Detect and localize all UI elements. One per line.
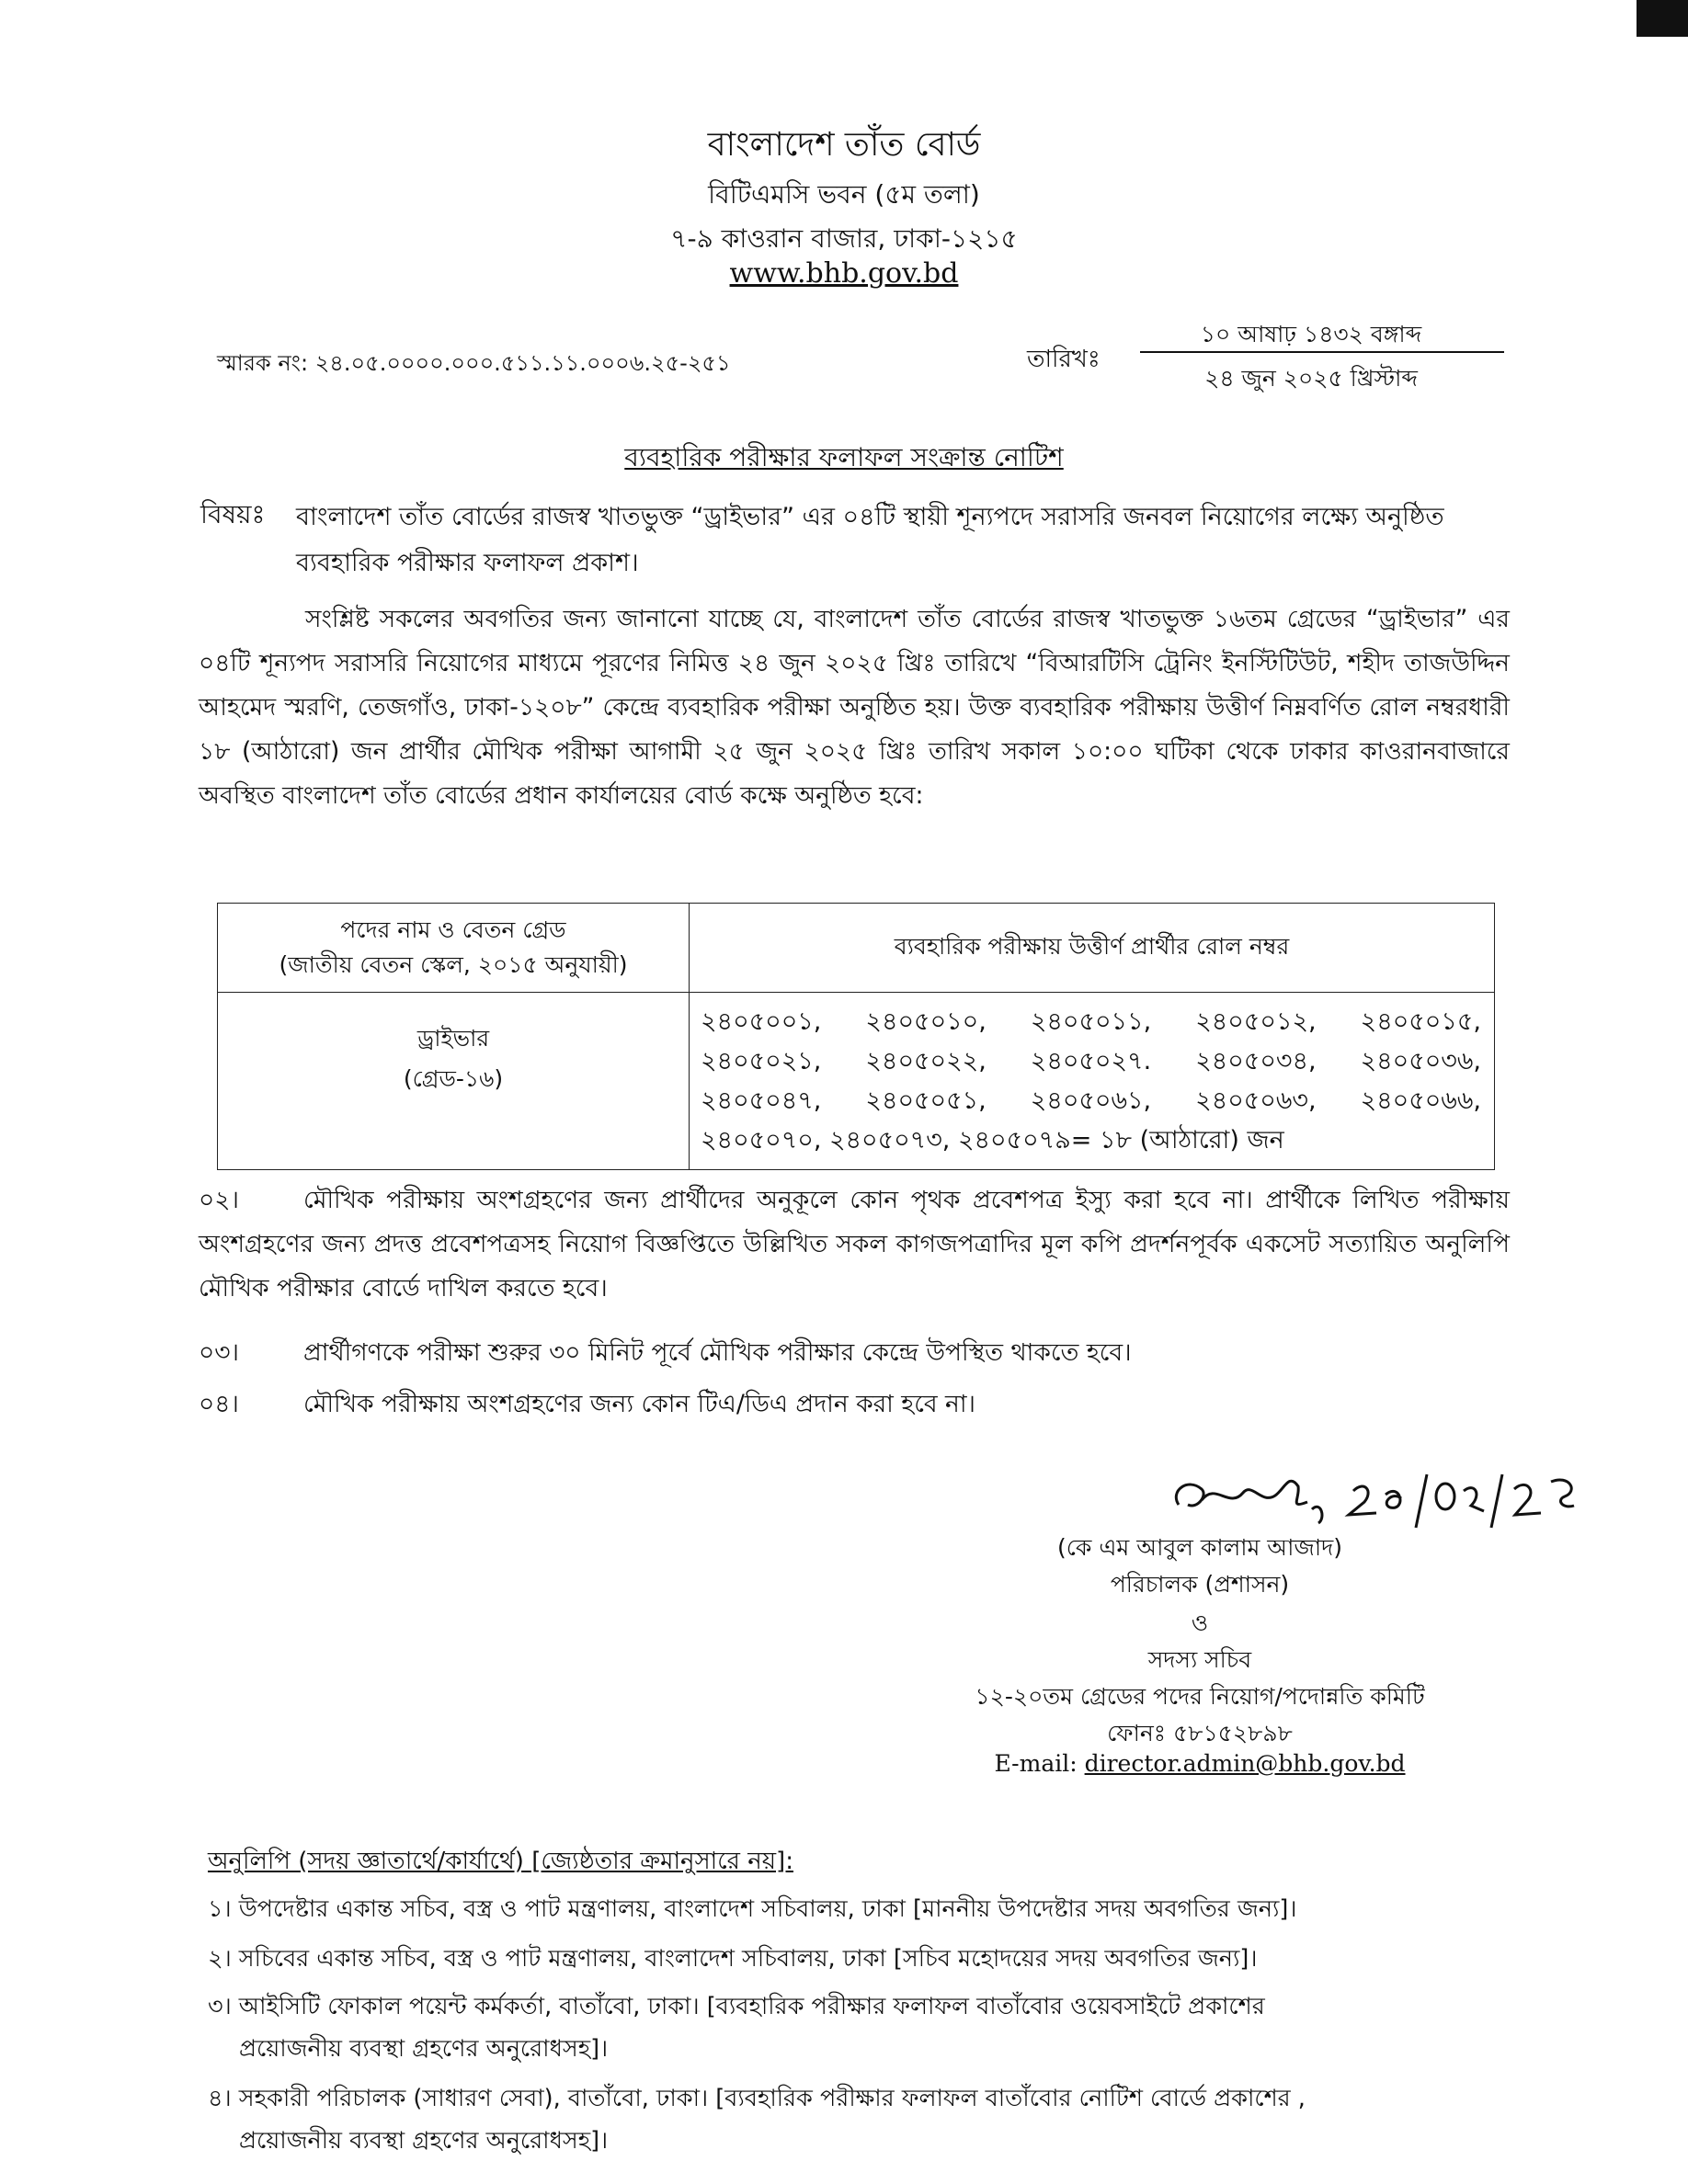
roll-number: ২৪০৫০৩৪,	[1195, 1047, 1317, 1075]
post-grade-header-line2: (জাতীয় বেতন স্কেল, ২০১৫ অনুযায়ী)	[279, 951, 628, 978]
website-link[interactable]: www.bhb.gov.bd	[729, 257, 959, 290]
scan-corner-mark	[1637, 0, 1688, 37]
memo-number: স্মারক নং: ২৪.০৫.০০০০.০০০.৫১১.১১.০০০৬.২৫-২৫১	[217, 350, 731, 376]
email-label: E-mail:	[994, 1750, 1078, 1777]
roll-number: ২৪০৫০৫১,	[865, 1086, 987, 1115]
table-row	[218, 993, 1495, 1170]
signatory-role: সদস্য সচিব	[1147, 1646, 1252, 1673]
subject-text: বাংলাদেশ তাঁত বোর্ডের রাজস্ব খাতভুক্ত “ড্রাইভার” এর ০৪টি স্থায়ী শূন্যপদে সরাসরি জনবল নিয়োগের লক্ষ্যে অনুষ্ঠিত ব্যবহারিক পরীক্ষার ফলাফল প্রকাশ।	[296, 503, 1444, 577]
post-grade-header-line1: পদের নাম ও বেতন গ্রেড	[340, 916, 566, 943]
roll-number: ২৪০৫০৪৭,	[701, 1086, 822, 1115]
copy-item	[208, 1985, 1513, 2070]
signatory-phone: ফোনঃ ৫৮১৫২৮৯৮	[1107, 1720, 1293, 1746]
roll-number: ২৪০৫০৩৬,	[1360, 1047, 1481, 1075]
copy-item-line: প্রয়োজনীয় ব্যবস্থা গ্রহণের অনুরোধসহ]।	[239, 2127, 609, 2155]
roll-number: ২৪০৫০১৫,	[1360, 1007, 1481, 1036]
copy-item-line: ২। সচিবের একান্ত সচিব, বস্ত্র ও পাট মন্ত্রণালয়, বাংলাদেশ সচিবালয়, ঢাকা [সচিব মহোদয়ের সদয় অবগতির জন্য]।	[208, 1945, 1258, 1973]
roll-number: ২৪০৫০০১,	[701, 1007, 822, 1036]
item-text: প্রার্থীগণকে পরীক্ষা শুরুর ৩০ মিনিট পূর্বে মৌখিক পরীক্ষার কেন্দ্রে উপস্থিত থাকতে হবে।	[303, 1338, 1132, 1367]
org-address: ৭-৯ কাওরান বাজার, ঢাকা-১২১৫	[670, 223, 1018, 254]
roll-row	[701, 1041, 1481, 1081]
post-grade: (গ্রেড-১৬)	[403, 1065, 504, 1092]
roll-number: ২৪০৫০১০,	[865, 1007, 987, 1036]
signatory-and: ও	[1191, 1610, 1209, 1636]
date-label: তারিখঃ	[1027, 346, 1101, 373]
notice-title-text: ব্যবহারিক পরীক্ষার ফলাফল সংক্রান্ত নোটিশ	[624, 442, 1064, 472]
roll-cell	[690, 993, 1495, 1170]
signatory-designation: পরিচালক (প্রশাসন)	[1110, 1571, 1290, 1598]
post-cell	[218, 993, 690, 1170]
roll-number: ২৪০৫০১২,	[1195, 1007, 1317, 1036]
copy-item	[208, 1938, 1513, 1980]
list-item	[199, 1382, 1510, 1427]
copy-item-line: প্রয়োজনীয় ব্যবস্থা গ্রহণের অনুরোধসহ]।	[239, 2035, 609, 2063]
roll-row	[701, 1002, 1481, 1041]
roll-number: ২৪০৫০৬৬,	[1360, 1086, 1481, 1115]
building-name: বিটিএমসি ভবন (৫ম তলা)	[708, 179, 980, 210]
roll-number: ২৪০৫০৬১,	[1030, 1086, 1152, 1115]
item-number: ০৪।	[199, 1390, 239, 1418]
copy-item-line: ৪। সহকারী পরিচালক (সাধারণ সেবা), বাতাঁবো, ঢাকা। [ব্যবহারিক পরীক্ষার ফলাফল বাতাঁবোর নোটিশ বোর্ডে প্রকাশের ,	[208, 2085, 1306, 2112]
signatory-name: (কে এম আবুল কালাম আজাদ)	[1057, 1534, 1342, 1561]
item-number: ০৩।	[199, 1338, 239, 1367]
email-link[interactable]: director.admin@bhb.gov.bd	[1084, 1750, 1406, 1777]
list-item	[199, 1178, 1510, 1311]
signatory-email	[919, 1750, 1480, 1777]
org-name: বাংলাদেশ তাঁত বোর্ড	[707, 126, 981, 164]
copy-item-line: ৩। আইসিটি ফোকাল পয়েন্ট কর্মকর্তা, বাতাঁবো, ঢাকা। [ব্যবহারিক পরীক্ষার ফলাফল বাতাঁবোর ওয়েবসাইটে প্রকাশের	[208, 1993, 1265, 2020]
roll-number: ২৪০৫০২১,	[701, 1047, 822, 1075]
subject-label: বিষয়ঃ	[200, 499, 266, 529]
signatory-committee: ১২-২০তম গ্রেডের পদের নিয়োগ/পদোন্নতি কমিটি	[975, 1683, 1425, 1710]
roll-number: ২৪০৫০১১,	[1030, 1007, 1152, 1036]
notice-title	[0, 438, 1688, 481]
roll-number: ২৪০৫০২৭.	[1030, 1047, 1152, 1075]
handwritten-signature	[1160, 1454, 1592, 1537]
roll-number: ২৪০৫০২২,	[865, 1047, 987, 1075]
post-name: ড্রাইভার	[416, 1025, 490, 1052]
roll-row	[701, 1081, 1481, 1120]
roll-row-last: ২৪০৫০৭০, ২৪০৫০৭৩, ২৪০৫০৭৯= ১৮ (আঠারো) জন	[701, 1126, 1284, 1155]
list-item	[199, 1331, 1510, 1375]
results-table	[217, 903, 1495, 1170]
copy-item	[208, 2077, 1513, 2162]
roll-header: ব্যবহারিক পরীক্ষায় উত্তীর্ণ প্রার্থীর রোল নম্বর	[690, 904, 1495, 993]
copy-item-line: ১। উপদেষ্টার একান্ত সচিব, বস্ত্র ও পাট মন্ত্রণালয়, বাংলাদেশ সচিবালয়, ঢাকা [মাননীয় উপদেষ্টার সদয় অবগতির জন্য]।	[208, 1895, 1297, 1923]
date-bangla: ১০ আষাঢ় ১৪৩২ বঙ্গাব্দ	[1200, 321, 1422, 347]
roll-number: ২৪০৫০৬৩,	[1195, 1086, 1317, 1115]
item-text: মৌখিক পরীক্ষায় অংশগ্রহণের জন্য কোন টিএ/ডিএ প্রদান করা হবে না।	[303, 1390, 976, 1418]
table-header-row	[218, 904, 1495, 993]
date-english: ২৪ জুন ২০২৫ খ্রিস্টাব্দ	[1204, 365, 1418, 392]
body-paragraph: সংশ্লিষ্ট সকলের অবগতির জন্য জানানো যাচ্ছে যে, বাংলাদেশ তাঁত বোর্ডের রাজস্ব খাতভুক্ত ১৬তম গ্রেডের “ড্রাইভার” এর ০৪টি শূন্যপদ সরাসরি নিয়োগের মাধ্যমে পূরণের নিমিত্ত ২৪ জুন ২০২৫ খ্রিঃ তারিখে “বিআরটিসি ট্রেনিং ইনস্টিটিউট, শহীদ তাজউদ্দিন আহমেদ স্মরণি, তেজগাঁও, ঢাকা-১২০৮” কেন্দ্রে ব্যবহারিক পরীক্ষা অনুষ্ঠিত হয়। উক্ত ব্যবহারিক পরীক্ষায় উত্তীর্ণ নিম্নবর্ণিত রোল নম্বরধারী ১৮ (আঠারো) জন প্রার্থীর মৌখিক পরীক্ষা আগামী ২৫ জুন ২০২৫ খ্রিঃ তারিখ সকাল ১০:০০ ঘটিকা থেকে ঢাকার কাওরানবাজারে অবস্থিত বাংলাদেশ তাঁত বোর্ডের প্রধান কার্যালয়ের বোর্ড কক্ষে অনুষ্ঠিত হবে:	[199, 605, 1510, 810]
item-number: ০২।	[199, 1186, 239, 1214]
date-divider	[1140, 351, 1504, 353]
copy-list-title: অনুলিপি (সদয় জ্ঞাতার্থে/কার্যার্থে) [জ্যেষ্ঠতার ক্রমানুসারে নয়]:	[208, 1848, 793, 1875]
post-grade-header	[218, 904, 690, 993]
item-text: মৌখিক পরীক্ষায় অংশগ্রহণের জন্য প্রার্থীদের অনুকূলে কোন পৃথক প্রবেশপত্র ইস্যু করা হবে না। প্রার্থীকে লিখিত পরীক্ষায় অংশগ্রহণের জন্য প্রদত্ত প্রবেশপত্রসহ নিয়োগ বিজ্ঞপ্তিতে উল্লিখিত সকল কাগজপত্রাদির মূল কপি প্রদর্শনপূর্বক একসেট সত্যায়িত অনুলিপি মৌখিক পরীক্ষার বোর্ডে দাখিল করতে হবে।	[199, 1186, 1510, 1302]
copy-item	[208, 1888, 1513, 1930]
